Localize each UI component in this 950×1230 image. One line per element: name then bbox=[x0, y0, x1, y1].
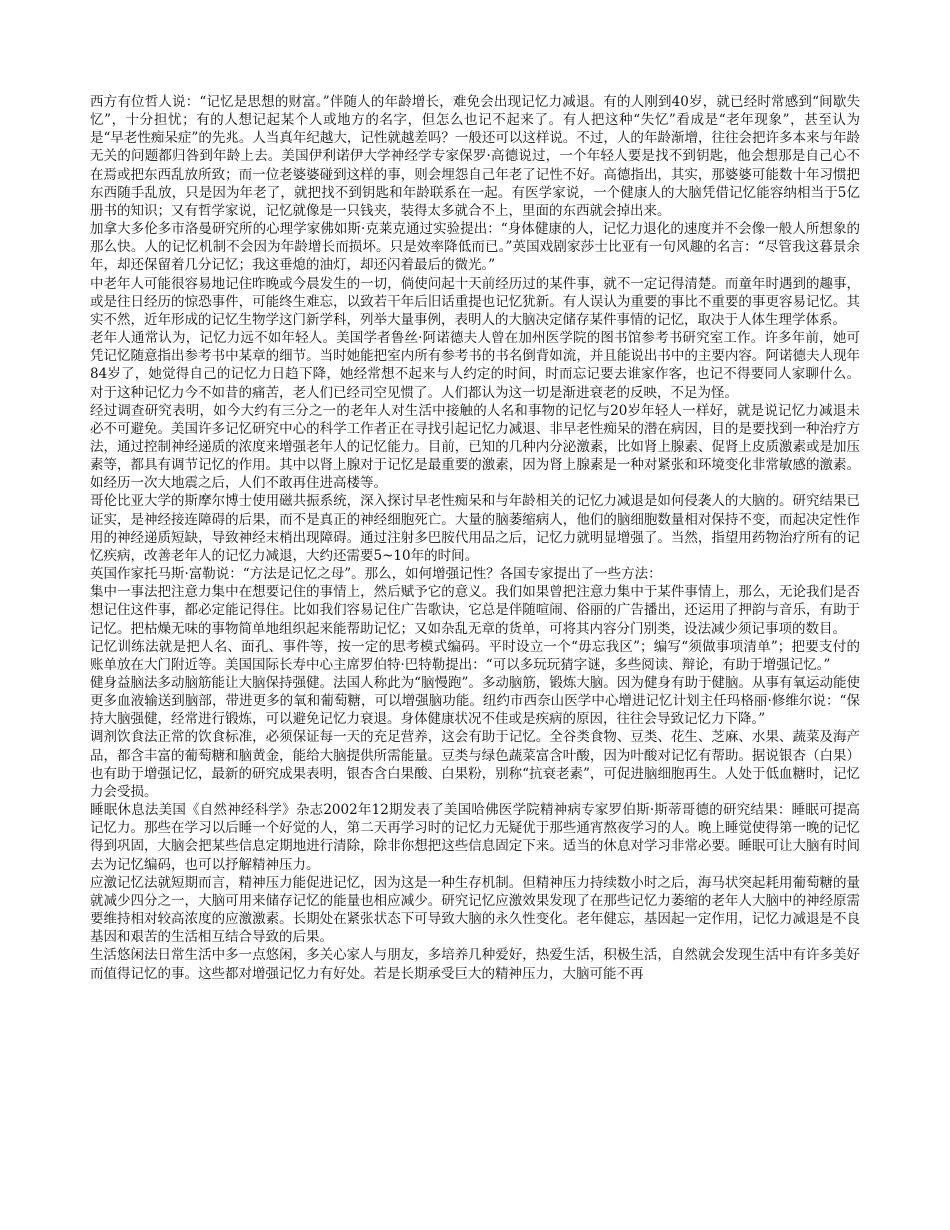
paragraph: 中老年人可能很容易地记住昨晚或今晨发生的一切，倘使问起十天前经历过的某件事，就不一定记得清楚。而童年时遇到的趣事，或是往日经历的惊恐事件，可能终生难忘，以致若干年后旧话重提也记忆犹新。有人误认为重要的事比不重要的事更容易记忆。其实不然，近年形成的记忆生物学这门新学科，列举大量事例，表明人的大脑决定储存某件事情的记忆，取决于人体生理学体系。 bbox=[90, 275, 860, 328]
paragraph: 睡眠休息法美国《自然神经科学》杂志2002年12期发表了美国哈佛医学院精神病专家罗伯斯·斯蒂哥德的研究结果：睡眠可提高记忆力。那些在学习以后睡一个好觉的人，第二天再学习时的记忆力无疑优于那些通宵熬夜学习的人。晚上睡觉使得第一晚的记忆得到巩固，大脑会把某些信息定期地进行清除，除非你想把这些信息固定下来。适当的休息对学习非常必要。睡眠可让大脑有时间去为记忆编码，也可以抒解精神压力。 bbox=[90, 802, 860, 873]
paragraph: 生活悠闲法日常生活中多一点悠闲，多关心家人与朋友，多培养几种爱好，热爱生活，积极生活，自然就会发现生活中有许多美好而值得记忆的事。这些都对增强记忆力有好处。若是长期承受巨大的精神压力，大脑可能不再 bbox=[90, 947, 860, 982]
paragraph: 健身益脑法多动脑筋能让大脑保持强健。法国人称此为“脑慢跑”。多动脑筋，锻炼大脑。因为健身有助于健脑。从事有氧运动能使更多血液输送到脑部，带进更多的氧和葡萄糖，可以增强脑功能。纽约市西奈山医学中心增进记忆计划主任玛格丽·修维尔说：“保持大脑强健，经常进行锻炼，可以避免记忆力衰退。身体健康状况不佳或是疾病的原因，往往会导致记忆力下降。” bbox=[90, 675, 860, 728]
paragraph: 加拿大多伦多市洛曼研究所的心理学家佛如斯·克莱克通过实验提出：“身体健康的人，记忆力退化的速度并不会像一般人所想象的那么快。人的记忆机制不会因为年龄增长而损坏。只是效率降低而已。”英国戏剧家莎士比亚有一句风趣的名言：“尽管我这暮景余年，却还保留着几分记忆；我这垂熄的油灯，却还闪着最后的微光。” bbox=[90, 221, 860, 274]
paragraph: 老年人通常认为，记忆力远不如年轻人。美国学者鲁丝·阿诺德夫人曾在加州医学院的图书馆参考书研究室工作。许多年前，她可凭记忆随意指出参考书中某章的细节。当时她能把室内所有参考书的书名倒背如流，并且能说出书中的主要内容。阿诺德夫人现年84岁了，她觉得自己的记忆力日趋下降，她经常想不起来与人约定的时间，时而忘记要去谁家作客，也记不得要同人家聊什么。对于这种记忆力今不如昔的痛苦，老人们已经司空见惯了。人们都认为这一切是渐进衰老的反映，不足为怪。 bbox=[90, 330, 860, 401]
paragraph: 西方有位哲人说：“记忆是思想的财富。”伴随人的年龄增长，难免会出现记忆力减退。有的人刚到40岁，就已经时常感到“间歇失忆”，十分担忧；有的人想记起某个人或地方的名字，但怎么也记不起来了。有人把这种“失忆”看成是“老年现象”，甚至认为是“早老性痴呆症”的先兆。人当真年纪越大，记性就越差吗？一般还可以这样说。不过，人的年龄渐增，往往会把许多本来与年龄无关的问题都归咎到年龄上去。美国伊利诺伊大学神经学专家保罗·高德说过，一个年轻人要是找不到钥匙，他会想那是自己心不在焉或把东西乱放所致；而一位老婆婆碰到这样的事，则会埋怨自己年老了记性不好。高德指出，其实，那婆婆可能数十年习惯把东西随手乱放，只是因为年老了，就把找不到钥匙和年龄联系在一起。有医学家说，一个健康人的大脑凭借记忆能容纳相当于5亿册书的知识；又有哲学家说，记忆就像是一只钱夹，装得太多就合不上，里面的东西就会掉出来。 bbox=[90, 94, 860, 219]
paragraph: 记忆训练法就是把人名、面孔、事件等，按一定的思考模式编码。平时设立一个“毋忘我区”；编写“须做事项清单”；把要支付的账单放在大门附近等。美国国际长寿中心主席罗伯特·巴特勒提出：“可以多玩玩猜字谜，多些阅读、辩论，有助于增强记忆。” bbox=[90, 638, 860, 673]
paragraph: 经过调查研究表明，如今大约有三分之一的老年人对生活中接触的人名和事物的记忆与20岁年轻人一样好，就是说记忆力减退未必不可避免。美国许多记忆研究中心的科学工作者正在寻找引起记忆力减退、非早老性痴呆的潜在病因，目的是要找到一种治疗方法，通过控制神经递质的浓度来增强老年人的记忆能力。目前，已知的几种内分泌激素，比如肾上腺素、促肾上皮质激素或是加压素等，都具有调节记忆的作用。其中以肾上腺对于记忆是最重要的激素，因为肾上腺素是一种对紧张和环境变化非常敏感的激素。如经历一次大地震之后，人们不敢再住进高楼等。 bbox=[90, 402, 860, 492]
paragraph: 调剂饮食法正常的饮食标准，必须保证每一天的充足营养，这会有助于记忆。全谷类食物、豆类、花生、芝麻、水果、蔬菜及海产品，都含丰富的葡萄糖和脑黄金，能给大脑提供所需能量。豆类与绿色蔬菜富含叶酸，因为叶酸对记忆有帮助。据说银杏（白果）也有助于增强记忆，最新的研究成果表明，银杏含白果酸、白果粉，别称“抗衰老素”，可促进脑细胞再生。人处于低血糖时，记忆力会受损。 bbox=[90, 729, 860, 800]
article-body bbox=[90, 93, 860, 983]
paragraph: 英国作家托马斯·富勒说：“方法是记忆之母”。那么，如何增强记性？各国专家提出了一些方法： bbox=[90, 566, 662, 583]
paragraph: 应激记忆法就短期而言，精神压力能促进记忆，因为这是一种生存机制。但精神压力持续数小时之后，海马状突起耗用葡萄糖的量就减少四分之一，大脑可用来储存记忆的能量也相应减少。研究记忆应激效果发现了在那些记忆力萎缩的老年人大脑中的神经原需要维持相对较高浓度的应激激素。长期处在紧张状态下可导致大脑的永久性变化。老年健忘，基因起一定作用，记忆力减退是不良基因和艰苦的生活相互结合导致的后果。 bbox=[90, 874, 860, 946]
paragraph: 集中一事法把注意力集中在想要记住的事情上，然后赋予它的意义。我们如果曾把注意力集中于某件事情上，那么，无论我们是否想记住这件事，都必定能记得住。比如我们容易记住广告歌诀，它总是伴随喧闹、俗丽的广告播出，还运用了押韵与音乐，有助于记忆。把枯燥无味的事物简单地组织起来能帮助记忆；又如杂乱无章的货单，可将其内容分门别类，设法减少须记事项的数目。 bbox=[90, 584, 860, 637]
paragraph: 哥伦比亚大学的斯摩尔博士使用磁共振系统，深入探讨早老性痴呆和与年龄相关的记忆力减退是如何侵袭人的大脑的。研究结果已证实，是神经接连障碍的后果，而不是真正的神经细胞死亡。大量的脑萎缩病人，他们的脑细胞数量相对保持不变，而起决定性作用的神经递质短缺，导致神经末梢出现障碍。通过注射多巴胺代用品之后，记忆力就明显增强了。当然，指望用药物治疗所有的记忆疾病，改善老年人的记忆力减退，大约还需要5~10年的时间。 bbox=[90, 493, 860, 564]
